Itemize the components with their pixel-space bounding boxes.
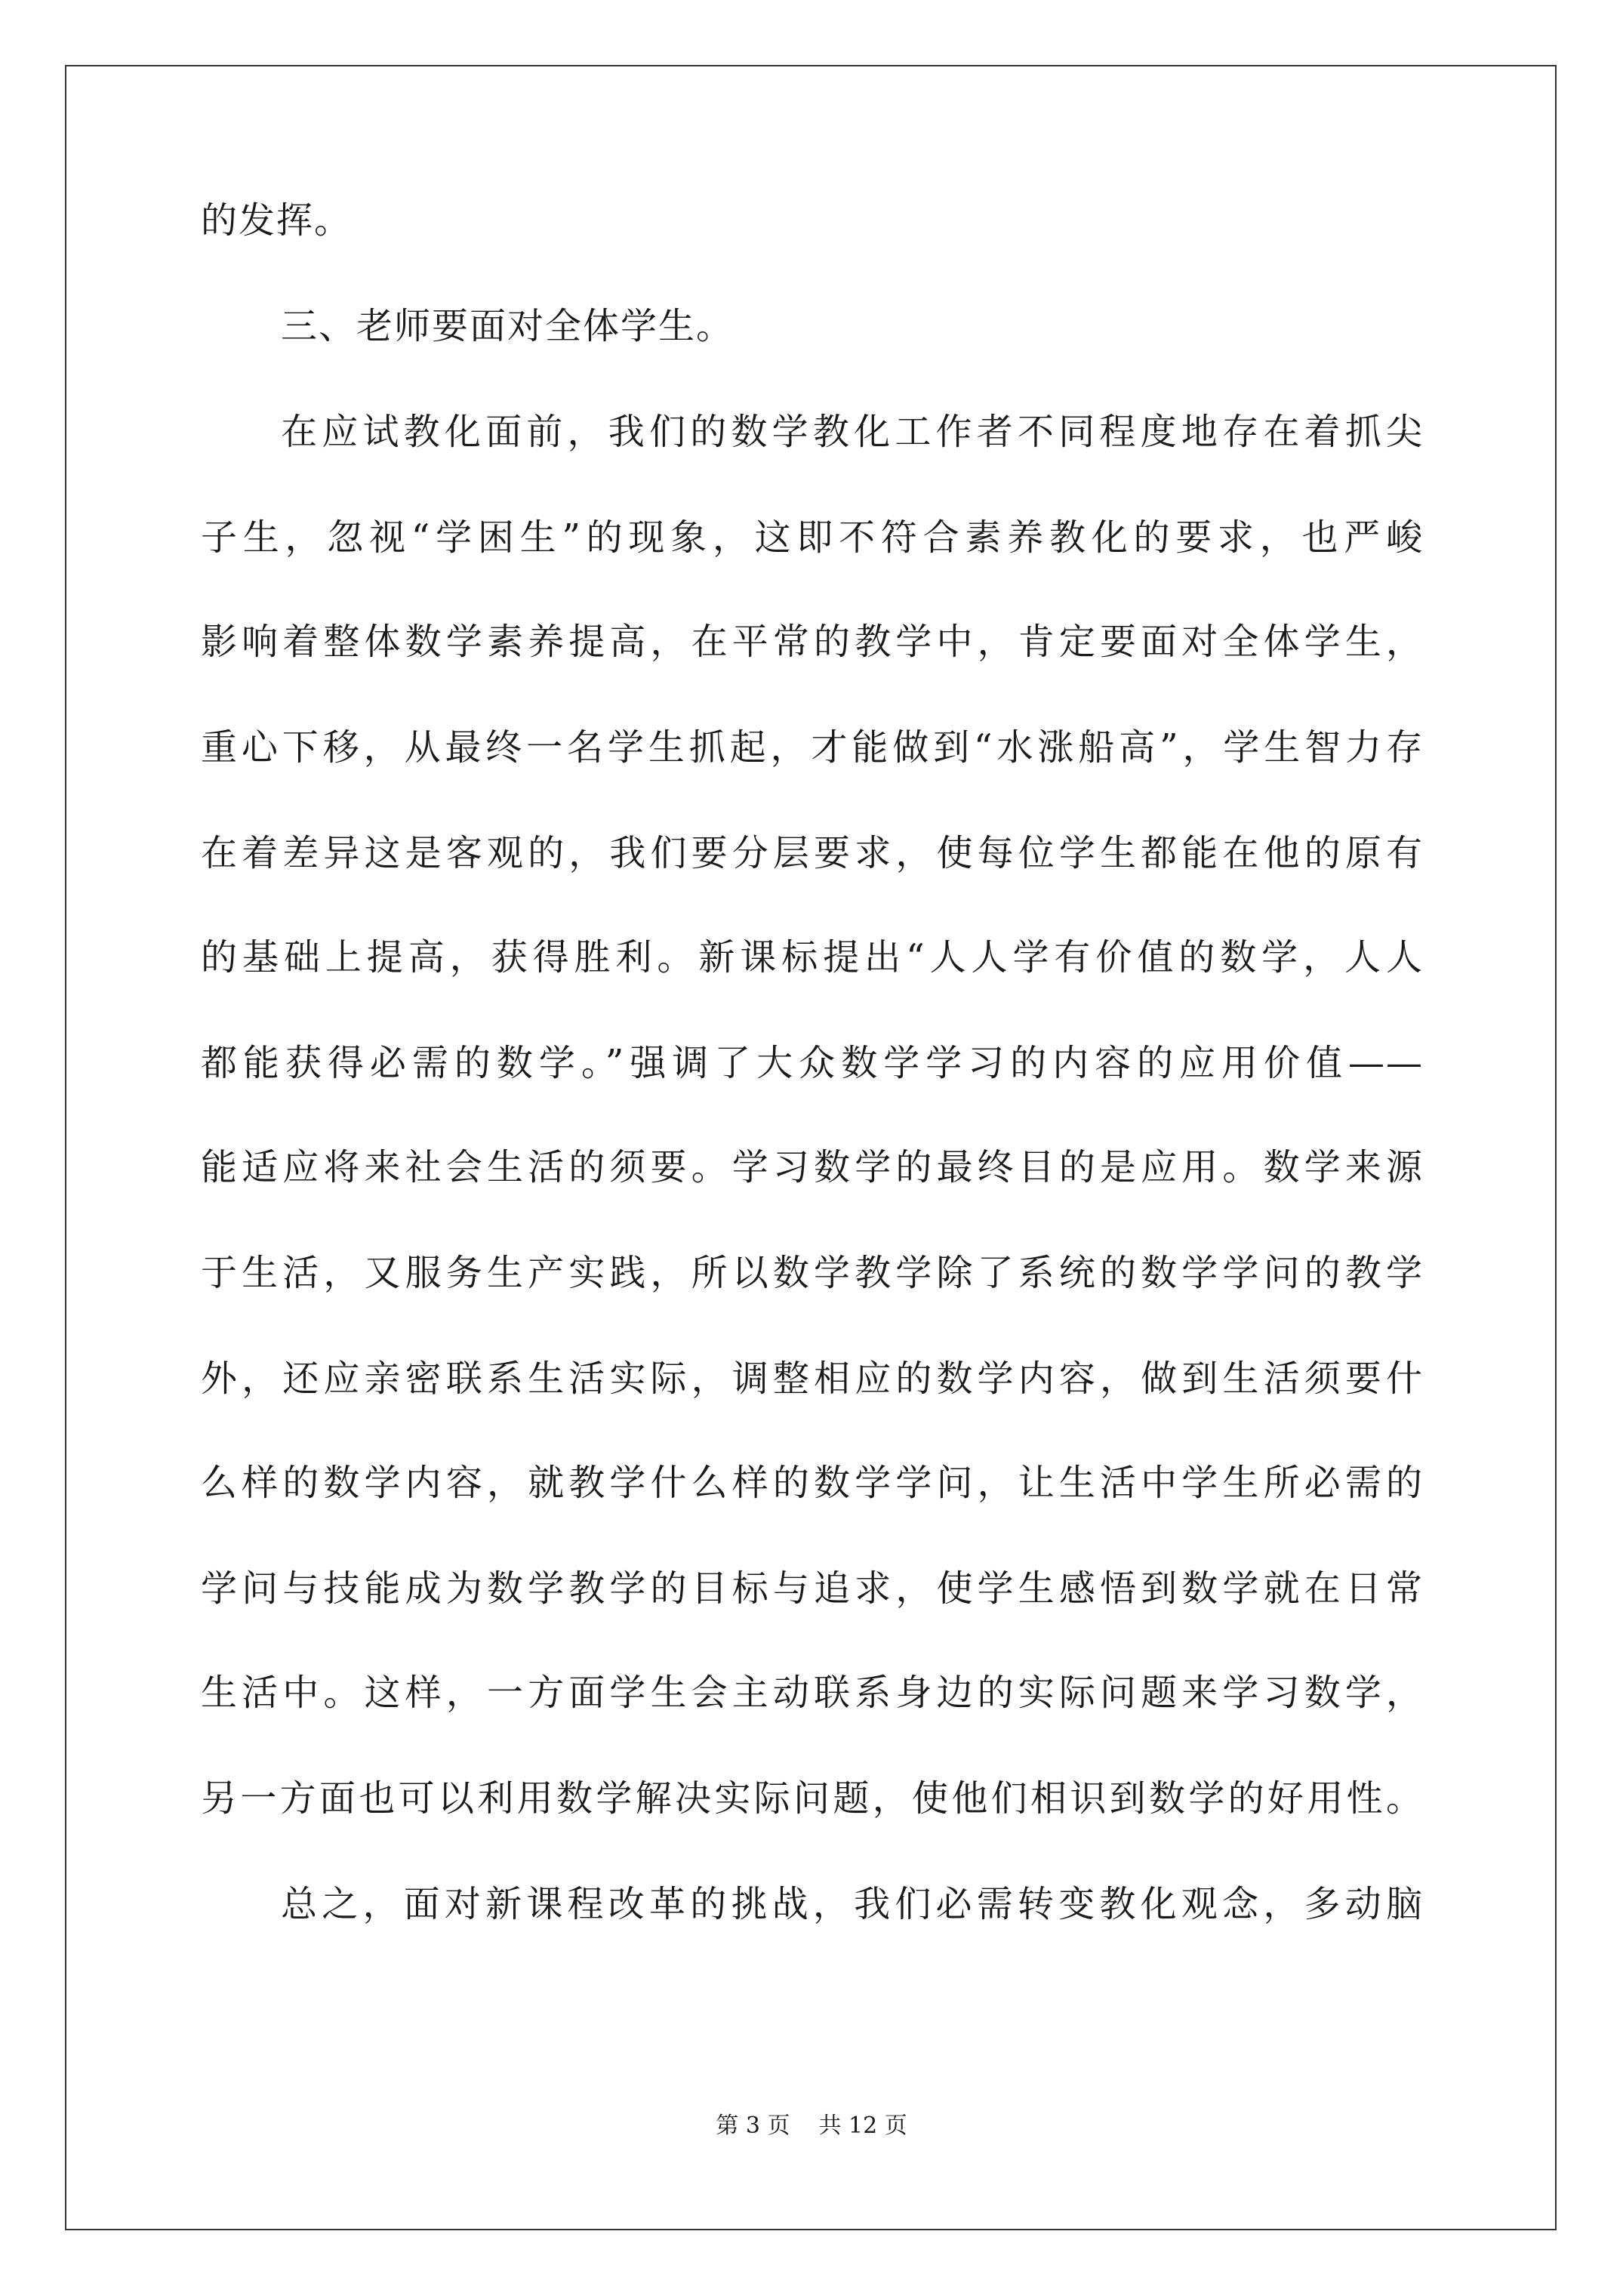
text-line: 重心下移，从最终一名学生抓起，才能做到“水涨船高”，学生智力存 [201,726,1424,769]
text-line: 总之，面对新课程改革的挑战，我们必需转变教化观念，多动脑 [281,1883,1424,1925]
text-line: 外，还应亲密联系生活实际，调整相应的数学内容，做到生活须要什 [201,1358,1424,1400]
page-number: 第 3 页 [716,2113,790,2139]
text-line: 的发挥。 [201,199,353,242]
text-line: 子生，忽视“学困生”的现象，这即不符合素养教化的要求，也严峻 [201,516,1424,559]
text-line: 影响着整体数学素养提高，在平常的教学中，肯定要面对全体学生， [201,621,1424,663]
text-line: 的基础上提高，获得胜利。新课标提出“人人学有价值的数学，人人 [201,936,1424,978]
section-heading: 三、老师要面对全体学生。 [281,305,735,347]
text-line: 生活中。这样，一方面学生会主动联系身边的实际问题来学习数学， [201,1672,1424,1714]
text-line: 能适应将来社会生活的须要。学习数学的最终目的是应用。数学来源 [201,1146,1424,1188]
text-line: 么样的数学内容，就教学什么样的数学学问，让生活中学生所必需的 [201,1462,1424,1504]
text-line: 学问与技能成为数学教学的目标与追求，使学生感悟到数学就在日常 [201,1567,1424,1610]
text-line: 都能获得必需的数学。”强调了大众数学学习的内容的应用价值—— [201,1042,1424,1084]
text-line: 在应试教化面前，我们的数学教化工作者不同程度地存在着抓尖 [281,411,1424,453]
text-line: 于生活，又服务生产实践，所以数学教学除了系统的数学学问的教学 [201,1252,1424,1294]
text-line: 另一方面也可以利用数学解决实际问题，使他们相识到数学的好用性。 [201,1777,1424,1820]
page-footer [0,2111,1623,2141]
text-line: 在着差异这是客观的，我们要分层要求，使每位学生都能在他的原有 [201,832,1424,874]
page-total: 共 12 页 [818,2113,907,2139]
